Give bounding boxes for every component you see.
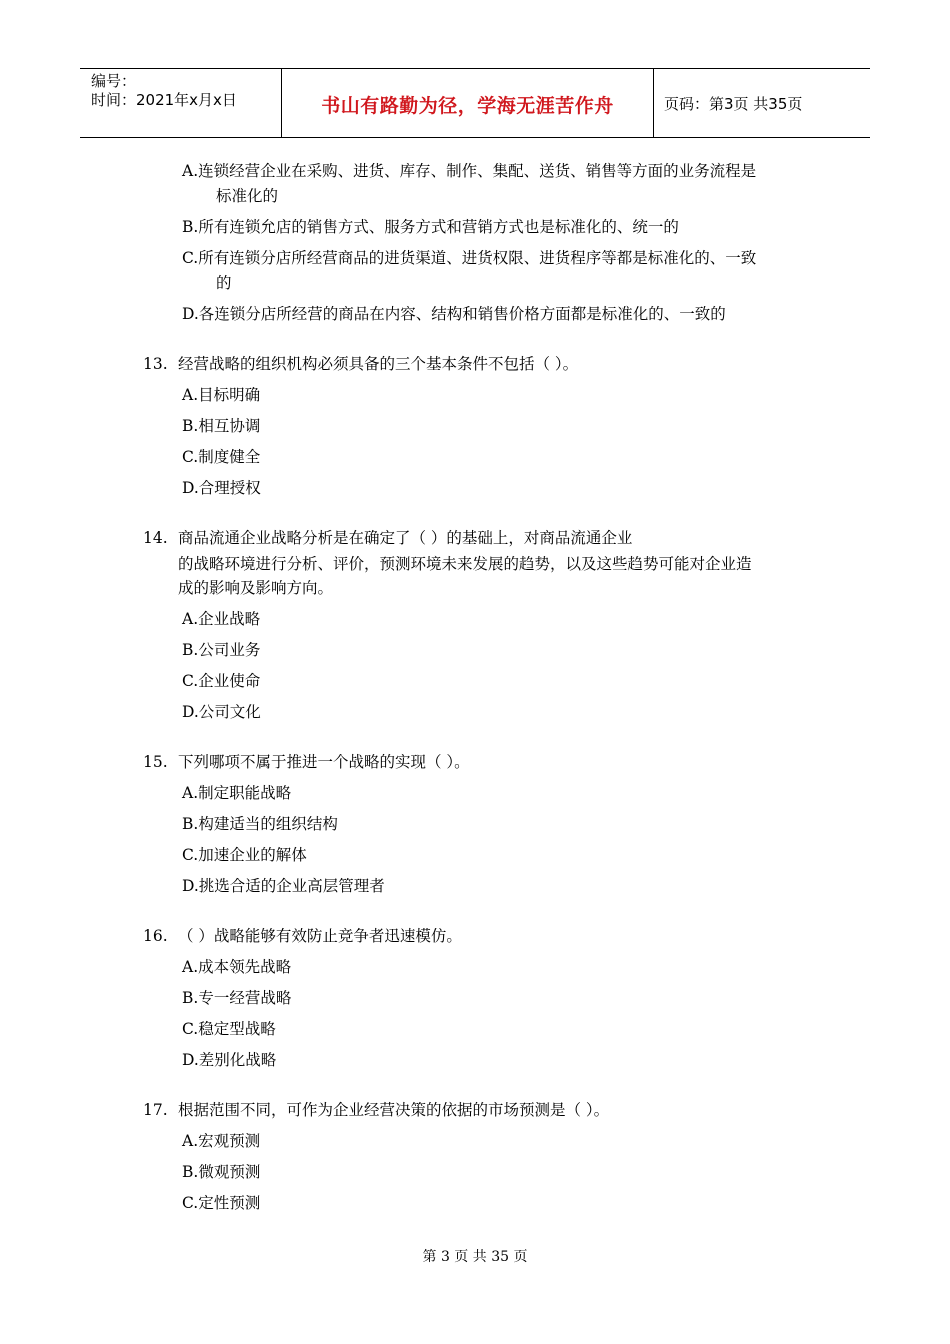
page-footer: 第 3 页 共 35 页	[422, 1249, 528, 1265]
option-a: A.成本领先战略	[182, 958, 292, 976]
option-c: C.企业使命	[182, 672, 261, 690]
option-b: B.公司业务	[182, 641, 261, 659]
option-c: C.加速企业的解体	[182, 846, 307, 864]
question-number: 15.	[143, 753, 168, 771]
q12-option-a: A.连锁经营企业在采购、进货、库存、制作、集配、送货、销售等方面的业务流程是	[182, 162, 757, 180]
q12-option-d: D.各连锁分店所经营的商品在内容、结构和销售价格方面都是标准化的、一致的	[182, 305, 726, 323]
question-text-continued: 成的影响及影响方向。	[178, 579, 334, 597]
question-text: 商品流通企业战略分析是在确定了（ ）的基础上，对商品流通企业	[178, 529, 633, 547]
option-a: A.制定职能战略	[182, 784, 292, 802]
option-b: B.构建适当的组织结构	[182, 815, 338, 833]
header-left-cell	[80, 69, 282, 137]
question-text-continued: 的战略环境进行分析、评价，预测环境未来发展的趋势，以及这些趋势可能对企业造	[178, 555, 752, 573]
document-number-label: 编号：	[91, 72, 137, 90]
question-number: 14.	[143, 529, 168, 547]
page-header	[80, 68, 870, 138]
option-d: D.合理授权	[182, 479, 261, 497]
option-a: A.目标明确	[182, 386, 261, 404]
question-text: 下列哪项不属于推进一个战略的实现（ ）。	[178, 753, 470, 771]
option-a: A.企业战略	[182, 610, 261, 628]
header-motto: 书山有路勤为径，学海无涯苦作舟	[321, 95, 614, 117]
header-page-info: 页码：第3页 共35页	[664, 95, 803, 113]
option-d: D.公司文化	[182, 703, 261, 721]
question-text: （ ）战略能够有效防止竞争者迅速模仿。	[178, 927, 462, 945]
header-right-cell	[654, 69, 870, 137]
q12-option-b: B.所有连锁允店的销售方式、服务方式和营销方式也是标准化的、统一的	[182, 218, 679, 236]
question-number: 17.	[143, 1101, 168, 1119]
q12-option-c-continued: 的	[216, 274, 232, 292]
option-a: A.宏观预测	[182, 1132, 261, 1150]
option-b: B.专一经营战略	[182, 989, 292, 1007]
question-text: 经营战略的组织机构必须具备的三个基本条件不包括（ ）。	[178, 355, 579, 373]
question-number: 16.	[143, 927, 168, 945]
q12-option-a-continued: 标准化的	[216, 187, 279, 205]
option-d: D.差别化战略	[182, 1051, 277, 1069]
option-b: B.相互协调	[182, 417, 261, 435]
option-b: B.微观预测	[182, 1163, 261, 1181]
q12-option-c: C.所有连锁分店所经营商品的进货渠道、进货权限、进货程序等都是标准化的、一致	[182, 249, 757, 267]
question-text: 根据范围不同，可作为企业经营决策的依据的市场预测是（ ）。	[178, 1101, 610, 1119]
header-middle-cell	[282, 69, 654, 137]
document-date: 时间：2021年x月x日	[91, 91, 237, 109]
option-c: C.稳定型战略	[182, 1020, 276, 1038]
question-number: 13.	[143, 355, 168, 373]
option-c: C.制度健全	[182, 448, 261, 466]
option-d: D.挑选合适的企业高层管理者	[182, 877, 385, 895]
option-c: C.定性预测	[182, 1194, 261, 1212]
